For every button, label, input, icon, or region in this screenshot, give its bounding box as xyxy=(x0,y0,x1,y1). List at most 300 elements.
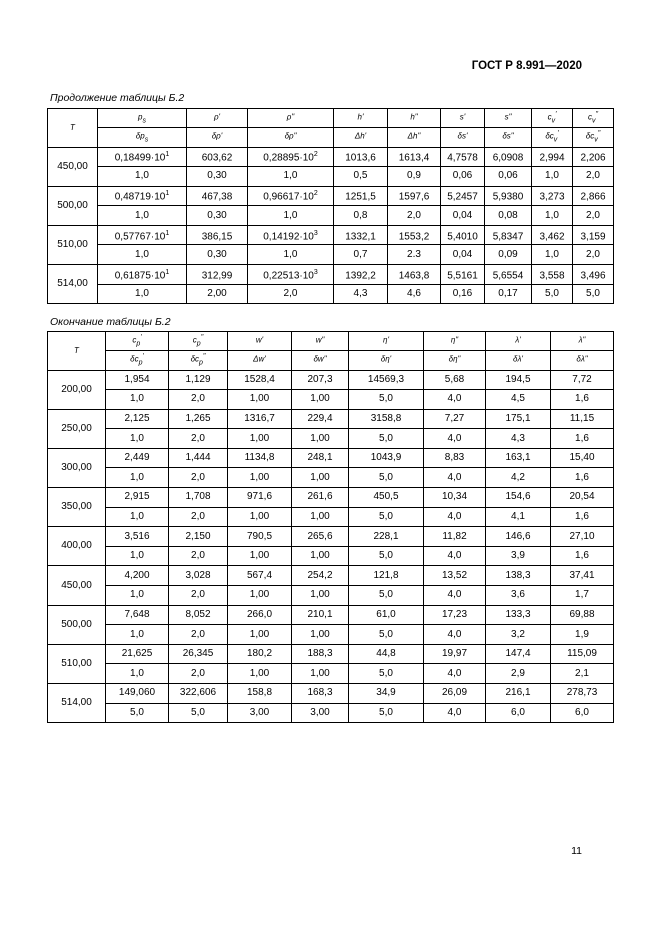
value-exponent: 1 xyxy=(165,190,170,198)
value-cell: 567,4 xyxy=(228,566,292,586)
value-cell xyxy=(98,265,187,285)
uncertainty-cell: 2.3 xyxy=(388,245,441,265)
uncertainty-cell: 0,8 xyxy=(334,206,388,226)
uncertainty-row xyxy=(48,206,614,226)
header-symbol: c xyxy=(547,112,552,122)
uncertainty-cell: 5,0 xyxy=(349,390,424,410)
value-cell xyxy=(441,186,485,206)
uncertainty-cell: 5,0 xyxy=(349,703,424,723)
header-symbol: s" xyxy=(504,112,512,122)
uncertainty-row xyxy=(48,703,614,723)
header-superscript: " xyxy=(202,353,206,361)
value-mantissa: 5,8347 xyxy=(492,230,524,242)
header-symbol: h" xyxy=(410,112,418,122)
value-mantissa: 4,7578 xyxy=(447,152,478,164)
value-cell: 20,54 xyxy=(551,488,614,508)
uncertainty-cell: 3,00 xyxy=(292,703,349,723)
value-cell: 1,954 xyxy=(106,370,169,390)
value-cell: 13,52 xyxy=(424,566,486,586)
value-cell: 216,1 xyxy=(486,684,551,704)
header-symbol: δs" xyxy=(502,131,514,141)
column-header xyxy=(334,109,388,128)
value-cell: 61,0 xyxy=(349,605,424,625)
value-exponent: 3 xyxy=(313,268,318,276)
uncertainty-cell: 5,0 xyxy=(532,284,573,304)
header-symbol: s' xyxy=(459,112,466,122)
value-cell: 1134,8 xyxy=(228,448,292,468)
header-symbol: δs' xyxy=(457,131,468,141)
header-superscript: ' xyxy=(555,111,557,118)
value-cell: 210,1 xyxy=(292,605,349,625)
value-cell: 3,516 xyxy=(106,527,169,547)
value-cell: 11,15 xyxy=(551,409,614,429)
uncertainty-cell: 1,0 xyxy=(248,167,334,187)
value-mantissa: 1463,8 xyxy=(398,270,430,282)
column-header xyxy=(486,351,551,370)
uncertainty-cell: 2,0 xyxy=(169,390,228,410)
header-superscript: " xyxy=(200,334,204,341)
value-cell xyxy=(532,186,573,206)
uncertainty-cell: 2,0 xyxy=(169,586,228,606)
value-mantissa: 0,96617·10 xyxy=(263,191,314,203)
table-row xyxy=(48,488,614,508)
uncertainty-cell: 0,17 xyxy=(485,284,532,304)
header-symbol: η" xyxy=(450,335,459,345)
value-cell: 790,5 xyxy=(228,527,292,547)
column-header xyxy=(106,351,169,370)
value-mantissa: 1392,2 xyxy=(345,270,376,282)
value-cell: 154,6 xyxy=(486,488,551,508)
header-superscript: ' xyxy=(557,130,559,138)
header-subscript: s xyxy=(144,136,149,144)
value-cell xyxy=(485,265,532,285)
table-row xyxy=(48,370,614,390)
uncertainty-cell: 1,0 xyxy=(106,546,169,566)
uncertainty-cell: 4,0 xyxy=(424,390,486,410)
header-row xyxy=(48,109,614,128)
column-header xyxy=(573,109,614,128)
value-cell xyxy=(98,225,187,245)
uncertainty-cell: 1,0 xyxy=(98,284,187,304)
value-cell: 15,40 xyxy=(551,448,614,468)
column-header xyxy=(532,128,573,147)
uncertainty-cell: 1,0 xyxy=(532,245,573,265)
table-row xyxy=(48,605,614,625)
uncertainty-row xyxy=(48,546,614,566)
table-row xyxy=(48,566,614,586)
column-header xyxy=(551,351,614,370)
uncertainty-cell: 2,0 xyxy=(169,664,228,684)
value-cell xyxy=(388,265,441,285)
value-mantissa: 3,159 xyxy=(580,230,606,242)
uncertainty-cell: 4,3 xyxy=(486,429,551,449)
uncertainty-cell: 3,6 xyxy=(486,586,551,606)
column-header xyxy=(169,332,228,351)
uncertainty-cell: 1,6 xyxy=(551,390,614,410)
value-cell xyxy=(334,147,388,167)
header-symbol: δc xyxy=(130,354,139,364)
value-cell: 1528,4 xyxy=(228,370,292,390)
uncertainty-cell: 0,9 xyxy=(388,167,441,187)
value-cell xyxy=(248,186,334,206)
uncertainty-cell: 0,08 xyxy=(485,206,532,226)
value-mantissa: 5,9380 xyxy=(492,191,524,203)
uncertainty-row xyxy=(48,167,614,187)
uncertainty-cell: 4,0 xyxy=(424,429,486,449)
value-mantissa: 386,15 xyxy=(201,230,233,242)
uncertainty-cell: 1,00 xyxy=(228,664,292,684)
column-header xyxy=(441,109,485,128)
header-symbol: c xyxy=(192,335,197,345)
uncertainty-cell: 1,0 xyxy=(98,206,187,226)
header-symbol: η' xyxy=(383,335,389,345)
value-cell xyxy=(441,147,485,167)
header-subscript: v xyxy=(594,136,598,144)
header-subscript: v xyxy=(592,117,596,125)
uncertainty-cell: 5,0 xyxy=(349,468,424,488)
value-mantissa: 0,48719·10 xyxy=(114,191,166,203)
uncertainty-cell: 4,0 xyxy=(424,468,486,488)
uncertainty-row xyxy=(48,625,614,645)
table-row xyxy=(48,186,614,206)
uncertainty-row xyxy=(48,586,614,606)
value-cell: 1316,7 xyxy=(228,409,292,429)
header-subscript: v xyxy=(551,117,556,125)
value-cell xyxy=(334,225,388,245)
header-subscript: p xyxy=(136,340,141,348)
header-symbol: δρ" xyxy=(284,131,297,141)
header-subscript: p xyxy=(196,340,201,348)
value-mantissa: 0,61875·10 xyxy=(114,270,166,282)
value-cell: 7,72 xyxy=(551,370,614,390)
value-cell: 254,2 xyxy=(292,566,349,586)
value-cell xyxy=(573,225,614,245)
value-cell xyxy=(187,186,248,206)
uncertainty-cell: 1,0 xyxy=(106,586,169,606)
uncertainty-cell: 0,06 xyxy=(441,167,485,187)
value-exponent: 1 xyxy=(165,229,170,237)
value-mantissa: 312,99 xyxy=(201,270,233,282)
uncertainty-cell: 2,0 xyxy=(169,468,228,488)
temperature-cell: 500,00 xyxy=(48,186,98,225)
value-mantissa: 5,6554 xyxy=(492,270,524,282)
uncertainty-row xyxy=(48,245,614,265)
temperature-cell: 514,00 xyxy=(48,265,98,304)
value-cell: 322,606 xyxy=(169,684,228,704)
uncertainty-cell: 2,0 xyxy=(573,206,614,226)
column-header xyxy=(424,332,486,351)
value-mantissa: 0,22513·10 xyxy=(263,270,314,282)
header-symbol: δc xyxy=(585,131,595,141)
uncertainty-cell: 4,1 xyxy=(486,507,551,527)
value-cell: 266,0 xyxy=(228,605,292,625)
uncertainty-cell: 4,0 xyxy=(424,664,486,684)
uncertainty-cell: 2,9 xyxy=(486,664,551,684)
header-superscript: ' xyxy=(140,334,142,341)
header-symbol: Δh' xyxy=(354,131,367,141)
uncertainty-cell: 2,0 xyxy=(573,245,614,265)
value-cell: 2,125 xyxy=(106,409,169,429)
value-cell: 1,444 xyxy=(169,448,228,468)
value-cell: 188,3 xyxy=(292,644,349,664)
uncertainty-cell: 1,00 xyxy=(292,625,349,645)
uncertainty-cell: 2,0 xyxy=(169,429,228,449)
value-cell: 115,09 xyxy=(551,644,614,664)
uncertainty-cell: 1,00 xyxy=(228,390,292,410)
value-mantissa: 1332,1 xyxy=(345,230,376,242)
value-cell: 27,10 xyxy=(551,527,614,547)
value-cell: 10,34 xyxy=(424,488,486,508)
uncertainty-cell: 1,00 xyxy=(292,586,349,606)
value-cell: 228,1 xyxy=(349,527,424,547)
value-mantissa: 1553,2 xyxy=(398,230,430,242)
value-cell: 2,150 xyxy=(169,527,228,547)
value-cell xyxy=(187,265,248,285)
uncertainty-cell: 5,0 xyxy=(349,507,424,527)
temperature-cell: 450,00 xyxy=(48,566,106,605)
column-header xyxy=(106,332,169,351)
value-cell xyxy=(485,186,532,206)
header-symbol: p xyxy=(138,112,143,122)
uncertainty-cell: 4,0 xyxy=(424,703,486,723)
table-row xyxy=(48,265,614,285)
temperature-cell: 510,00 xyxy=(48,225,98,264)
value-exponent: 3 xyxy=(313,229,318,237)
uncertainty-cell: 1,0 xyxy=(106,390,169,410)
value-cell: 194,5 xyxy=(486,370,551,390)
value-mantissa: 2,866 xyxy=(580,191,606,203)
column-header xyxy=(292,332,349,351)
value-cell: 69,88 xyxy=(551,605,614,625)
header-symbol: δη' xyxy=(380,354,392,364)
header-symbol: λ' xyxy=(515,335,521,345)
header-symbol: ρ" xyxy=(286,112,295,122)
column-header xyxy=(349,332,424,351)
value-cell xyxy=(388,186,441,206)
header-row xyxy=(48,332,614,351)
value-cell: 149,060 xyxy=(106,684,169,704)
column-header xyxy=(573,128,614,147)
column-header xyxy=(228,351,292,370)
uncertainty-cell: 1,0 xyxy=(248,245,334,265)
uncertainty-cell: 1,0 xyxy=(98,167,187,187)
temperature-cell: 450,00 xyxy=(48,147,98,186)
value-cell xyxy=(532,225,573,245)
value-cell: 3158,8 xyxy=(349,409,424,429)
column-header xyxy=(424,351,486,370)
uncertainty-cell: 5,0 xyxy=(169,703,228,723)
temperature-cell: 250,00 xyxy=(48,409,106,448)
value-cell: 14569,3 xyxy=(349,370,424,390)
value-cell xyxy=(334,186,388,206)
uncertainty-cell: 0,30 xyxy=(187,206,248,226)
value-cell xyxy=(98,186,187,206)
value-cell: 138,3 xyxy=(486,566,551,586)
uncertainty-row xyxy=(48,507,614,527)
value-cell: 158,8 xyxy=(228,684,292,704)
column-header xyxy=(485,128,532,147)
value-cell: 11,82 xyxy=(424,527,486,547)
header-symbol: ρ' xyxy=(213,112,221,122)
column-header xyxy=(98,128,187,147)
value-mantissa: 0,28895·10 xyxy=(263,152,314,164)
value-exponent: 1 xyxy=(165,268,170,276)
table-row xyxy=(48,147,614,167)
value-mantissa: 1013,6 xyxy=(345,152,376,164)
uncertainty-cell: 0,5 xyxy=(334,167,388,187)
table2 xyxy=(47,331,614,723)
header-symbol: Δh" xyxy=(407,131,421,141)
uncertainty-cell: 1,00 xyxy=(228,586,292,606)
value-mantissa: 5,2457 xyxy=(447,191,478,203)
value-cell xyxy=(573,186,614,206)
uncertainty-cell: 2,0 xyxy=(169,546,228,566)
value-cell: 2,449 xyxy=(106,448,169,468)
table-row xyxy=(48,644,614,664)
value-mantissa: 0,57767·10 xyxy=(114,230,166,242)
value-cell xyxy=(388,225,441,245)
temperature-header: T xyxy=(48,332,106,371)
value-cell xyxy=(388,147,441,167)
table-row xyxy=(48,684,614,704)
uncertainty-row xyxy=(48,664,614,684)
header-symbol: c xyxy=(588,112,592,122)
value-mantissa: 3,462 xyxy=(539,230,565,242)
value-cell: 34,9 xyxy=(349,684,424,704)
column-header xyxy=(388,109,441,128)
uncertainty-cell: 1,0 xyxy=(532,167,573,187)
column-header xyxy=(248,128,334,147)
uncertainty-cell: 1,00 xyxy=(292,507,349,527)
uncertainty-cell: 1,7 xyxy=(551,586,614,606)
uncertainty-cell: 3,9 xyxy=(486,546,551,566)
uncertainty-cell: 1,00 xyxy=(228,507,292,527)
value-cell: 229,4 xyxy=(292,409,349,429)
value-cell: 1043,9 xyxy=(349,448,424,468)
value-cell: 207,3 xyxy=(292,370,349,390)
column-header xyxy=(228,332,292,351)
value-cell: 180,2 xyxy=(228,644,292,664)
uncertainty-header-row xyxy=(48,351,614,370)
value-mantissa: 6,0908 xyxy=(492,152,524,164)
header-symbol: c xyxy=(132,335,137,345)
header-subscript: s xyxy=(142,117,146,125)
value-cell: 26,09 xyxy=(424,684,486,704)
uncertainty-cell: 1,6 xyxy=(551,429,614,449)
header-symbol: δc xyxy=(190,354,200,364)
value-mantissa: 1597,6 xyxy=(398,191,430,203)
value-exponent: 2 xyxy=(313,151,318,159)
value-cell: 147,4 xyxy=(486,644,551,664)
value-cell xyxy=(441,225,485,245)
uncertainty-cell: 5,0 xyxy=(106,703,169,723)
uncertainty-cell: 5,0 xyxy=(349,546,424,566)
value-cell: 7,648 xyxy=(106,605,169,625)
header-symbol: δp xyxy=(135,131,145,141)
table-row xyxy=(48,409,614,429)
value-cell xyxy=(187,225,248,245)
uncertainty-cell: 1,0 xyxy=(106,507,169,527)
header-superscript: " xyxy=(597,130,601,138)
temperature-cell: 200,00 xyxy=(48,370,106,409)
uncertainty-cell: 5,0 xyxy=(573,284,614,304)
uncertainty-cell: 1,00 xyxy=(292,546,349,566)
uncertainty-cell: 3,2 xyxy=(486,625,551,645)
value-cell xyxy=(532,147,573,167)
uncertainty-cell: 6,0 xyxy=(551,703,614,723)
table1-caption: Продолжение таблицы Б.2 xyxy=(50,92,185,104)
header-symbol: δρ' xyxy=(211,131,223,141)
value-cell xyxy=(485,225,532,245)
header-superscript: ' xyxy=(142,353,144,361)
uncertainty-cell: 4,0 xyxy=(424,625,486,645)
uncertainty-cell: 1,0 xyxy=(106,625,169,645)
value-mantissa: 0,14192·10 xyxy=(263,230,314,242)
column-header xyxy=(248,109,334,128)
value-mantissa: 2,994 xyxy=(539,152,565,164)
value-cell xyxy=(248,147,334,167)
uncertainty-cell: 4,5 xyxy=(486,390,551,410)
value-cell: 7,27 xyxy=(424,409,486,429)
header-superscript: " xyxy=(595,111,598,118)
temperature-cell: 350,00 xyxy=(48,488,106,527)
value-mantissa: 1251,5 xyxy=(345,191,376,203)
value-cell: 175,1 xyxy=(486,409,551,429)
value-cell xyxy=(532,265,573,285)
uncertainty-cell: 4,0 xyxy=(424,507,486,527)
uncertainty-cell: 1,6 xyxy=(551,468,614,488)
uncertainty-cell: 1,00 xyxy=(292,429,349,449)
header-symbol: w" xyxy=(315,335,325,345)
standard-designation: ГОСТ Р 8.991—2020 xyxy=(471,60,582,72)
value-cell xyxy=(573,147,614,167)
value-cell xyxy=(485,147,532,167)
uncertainty-cell: 2,0 xyxy=(388,206,441,226)
value-mantissa: 603,62 xyxy=(201,152,233,164)
value-cell: 19,97 xyxy=(424,644,486,664)
value-cell: 163,1 xyxy=(486,448,551,468)
column-header xyxy=(187,109,248,128)
value-cell: 121,8 xyxy=(349,566,424,586)
uncertainty-cell: 1,0 xyxy=(106,664,169,684)
uncertainty-cell: 1,00 xyxy=(292,468,349,488)
uncertainty-cell: 1,00 xyxy=(228,429,292,449)
uncertainty-cell: 1,6 xyxy=(551,507,614,527)
column-header xyxy=(187,128,248,147)
value-exponent: 2 xyxy=(313,190,318,198)
value-cell: 248,1 xyxy=(292,448,349,468)
column-header xyxy=(349,351,424,370)
uncertainty-cell: 1,0 xyxy=(106,429,169,449)
uncertainty-cell: 2,0 xyxy=(573,167,614,187)
uncertainty-cell: 1,0 xyxy=(248,206,334,226)
uncertainty-cell: 1,6 xyxy=(551,546,614,566)
value-cell: 1,129 xyxy=(169,370,228,390)
header-subscript: p xyxy=(199,359,203,367)
header-symbol: δλ' xyxy=(513,354,523,364)
value-cell: 1,265 xyxy=(169,409,228,429)
uncertainty-cell: 1,0 xyxy=(532,206,573,226)
uncertainty-cell: 1,00 xyxy=(228,625,292,645)
table-row xyxy=(48,527,614,547)
header-subscript: v xyxy=(553,136,558,144)
value-cell: 44,8 xyxy=(349,644,424,664)
value-mantissa: 1613,4 xyxy=(398,152,430,164)
value-cell: 146,6 xyxy=(486,527,551,547)
uncertainty-cell: 0,09 xyxy=(485,245,532,265)
value-cell: 3,028 xyxy=(169,566,228,586)
value-cell xyxy=(248,225,334,245)
